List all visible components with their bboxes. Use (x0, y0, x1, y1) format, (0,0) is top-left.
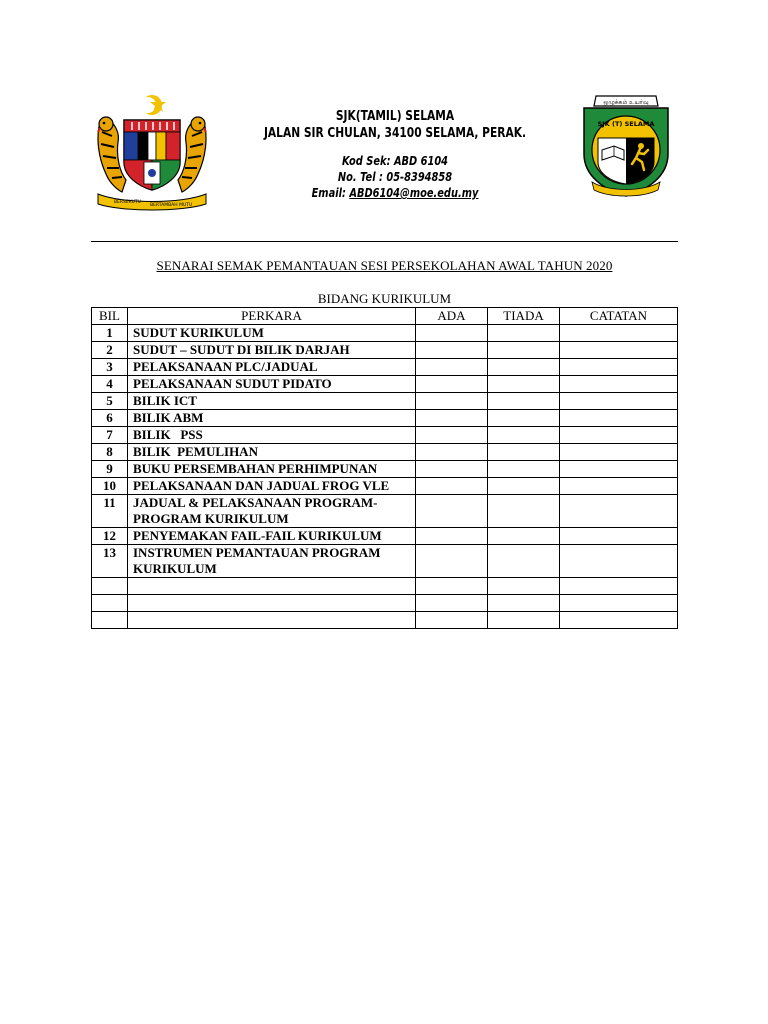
row-bil: 4 (92, 376, 128, 393)
blank-cell[interactable] (488, 612, 560, 629)
catatan-cell[interactable] (560, 444, 678, 461)
row-bil: 3 (92, 359, 128, 376)
blank-cell[interactable] (128, 578, 416, 595)
header-ada: ADA (416, 308, 488, 325)
blank-cell[interactable] (488, 595, 560, 612)
tiada-cell[interactable] (488, 376, 560, 393)
catatan-cell[interactable] (560, 528, 678, 545)
table-row (92, 427, 678, 444)
tiada-cell[interactable] (488, 359, 560, 376)
row-bil: 12 (92, 528, 128, 545)
table-row (92, 410, 678, 427)
ada-cell[interactable] (416, 325, 488, 342)
row-bil: 7 (92, 427, 128, 444)
row-perkara: JADUAL & PELAKSANAAN PROGRAM-PROGRAM KURIKULUM (128, 495, 416, 528)
email-label: Email: (311, 186, 350, 200)
tiada-cell[interactable] (488, 325, 560, 342)
school-header (230, 108, 560, 201)
row-perkara: PELAKSANAAN PLC/JADUAL (128, 359, 416, 376)
header-tiada: TIADA (488, 308, 560, 325)
catatan-cell[interactable] (560, 495, 678, 528)
tiada-cell[interactable] (488, 478, 560, 495)
school-name: SJK(TAMIL) SELAMA (335, 109, 455, 124)
ada-cell[interactable] (416, 545, 488, 578)
catatan-cell[interactable] (560, 427, 678, 444)
table-row (92, 325, 678, 342)
catatan-cell[interactable] (560, 410, 678, 427)
ada-cell[interactable] (416, 495, 488, 528)
school-phone: No. Tel : 05-8394858 (337, 170, 453, 184)
catatan-cell[interactable] (560, 325, 678, 342)
logo-ring-text: SJK (T) SELAMA (597, 120, 655, 128)
tiada-cell[interactable] (488, 444, 560, 461)
school-contact (260, 153, 531, 201)
ada-cell[interactable] (416, 376, 488, 393)
row-perkara: PENYEMAKAN FAIL-FAIL KURIKULUM (128, 528, 416, 545)
tiada-cell[interactable] (488, 495, 560, 528)
tiada-cell[interactable] (488, 528, 560, 545)
blank-cell[interactable] (560, 612, 678, 629)
empty-table-row (92, 595, 678, 612)
section-title: BIDANG KURIKULUM (317, 291, 452, 306)
row-bil: 11 (92, 495, 128, 528)
table-row (92, 444, 678, 461)
catatan-cell[interactable] (560, 461, 678, 478)
table-row (92, 478, 678, 495)
catatan-cell[interactable] (560, 478, 678, 495)
catatan-cell[interactable] (560, 359, 678, 376)
ada-cell[interactable] (416, 478, 488, 495)
row-perkara: BILIK ICT (128, 393, 416, 410)
catatan-cell[interactable] (560, 393, 678, 410)
school-address: JALAN SIR CHULAN, 34100 SELAMA, PERAK. (263, 126, 527, 141)
row-perkara: BILIK PSS (128, 427, 416, 444)
blank-cell[interactable] (416, 578, 488, 595)
row-perkara: PELAKSANAAN SUDUT PIDATO (128, 376, 416, 393)
header-bil: BIL (92, 308, 128, 325)
tiada-cell[interactable] (488, 545, 560, 578)
row-perkara: BILIK ABM (128, 410, 416, 427)
tiada-cell[interactable] (488, 342, 560, 359)
school-logo (578, 92, 674, 198)
header-catatan: CATATAN (560, 308, 678, 325)
tiada-cell[interactable] (488, 427, 560, 444)
row-perkara: SUDUT KURIKULUM (128, 325, 416, 342)
tiada-cell[interactable] (488, 393, 560, 410)
ada-cell[interactable] (416, 427, 488, 444)
blank-cell[interactable] (128, 612, 416, 629)
catatan-cell[interactable] (560, 545, 678, 578)
header-perkara: PERKARA (128, 308, 416, 325)
ada-cell[interactable] (416, 444, 488, 461)
crest-motto-left: BERSEKUTU (114, 200, 141, 205)
row-bil: 2 (92, 342, 128, 359)
school-code: Kod Sek: ABD 6104 (341, 154, 449, 168)
blank-cell[interactable] (92, 612, 128, 629)
header-divider (91, 241, 678, 242)
ada-cell[interactable] (416, 528, 488, 545)
row-bil: 1 (92, 325, 128, 342)
logo-top-text: ஒழுக்கம் உயர்வு (603, 99, 649, 106)
tiada-cell[interactable] (488, 410, 560, 427)
table-row (92, 359, 678, 376)
blank-cell[interactable] (560, 578, 678, 595)
blank-cell[interactable] (416, 595, 488, 612)
table-row (92, 545, 678, 578)
table-row (92, 376, 678, 393)
ada-cell[interactable] (416, 359, 488, 376)
empty-table-row (92, 578, 678, 595)
ada-cell[interactable] (416, 461, 488, 478)
blank-cell[interactable] (560, 595, 678, 612)
table-row (92, 495, 678, 528)
table-row (92, 528, 678, 545)
row-perkara: INSTRUMEN PEMANTAUAN PROGRAM KURIKULUM (128, 545, 416, 578)
row-bil: 5 (92, 393, 128, 410)
row-bil: 8 (92, 444, 128, 461)
ada-cell[interactable] (416, 410, 488, 427)
crest-motto-right: BERTAMBAH MUTU (150, 203, 193, 208)
catatan-cell[interactable] (560, 376, 678, 393)
row-perkara: BUKU PERSEMBAHAN PERHIMPUNAN (128, 461, 416, 478)
ada-cell[interactable] (416, 393, 488, 410)
checklist-table (91, 307, 678, 629)
table-row (92, 393, 678, 410)
empty-table-row (92, 612, 678, 629)
table-header-row (92, 308, 678, 325)
ada-cell[interactable] (416, 342, 488, 359)
email-link[interactable]: ABD6104@moe.edu.my (349, 186, 479, 200)
coat-of-arms-logo (92, 92, 212, 212)
row-bil: 10 (92, 478, 128, 495)
blank-cell[interactable] (92, 595, 128, 612)
blank-cell[interactable] (416, 612, 488, 629)
table-row (92, 461, 678, 478)
catatan-cell[interactable] (560, 342, 678, 359)
table-row (92, 342, 678, 359)
row-bil: 6 (92, 410, 128, 427)
school-email (260, 185, 531, 201)
row-bil: 9 (92, 461, 128, 478)
blank-cell[interactable] (128, 595, 416, 612)
document-title: SENARAI SEMAK PEMANTAUAN SESI PERSEKOLAHAN AWAL TAHUN 2020 (156, 258, 613, 273)
row-perkara: SUDUT – SUDUT DI BILIK DARJAH (128, 342, 416, 359)
blank-cell[interactable] (92, 578, 128, 595)
row-perkara: BILIK PEMULIHAN (128, 444, 416, 461)
row-bil: 13 (92, 545, 128, 578)
tiada-cell[interactable] (488, 461, 560, 478)
row-perkara: PELAKSANAAN DAN JADUAL FROG VLE (128, 478, 416, 495)
blank-cell[interactable] (488, 578, 560, 595)
